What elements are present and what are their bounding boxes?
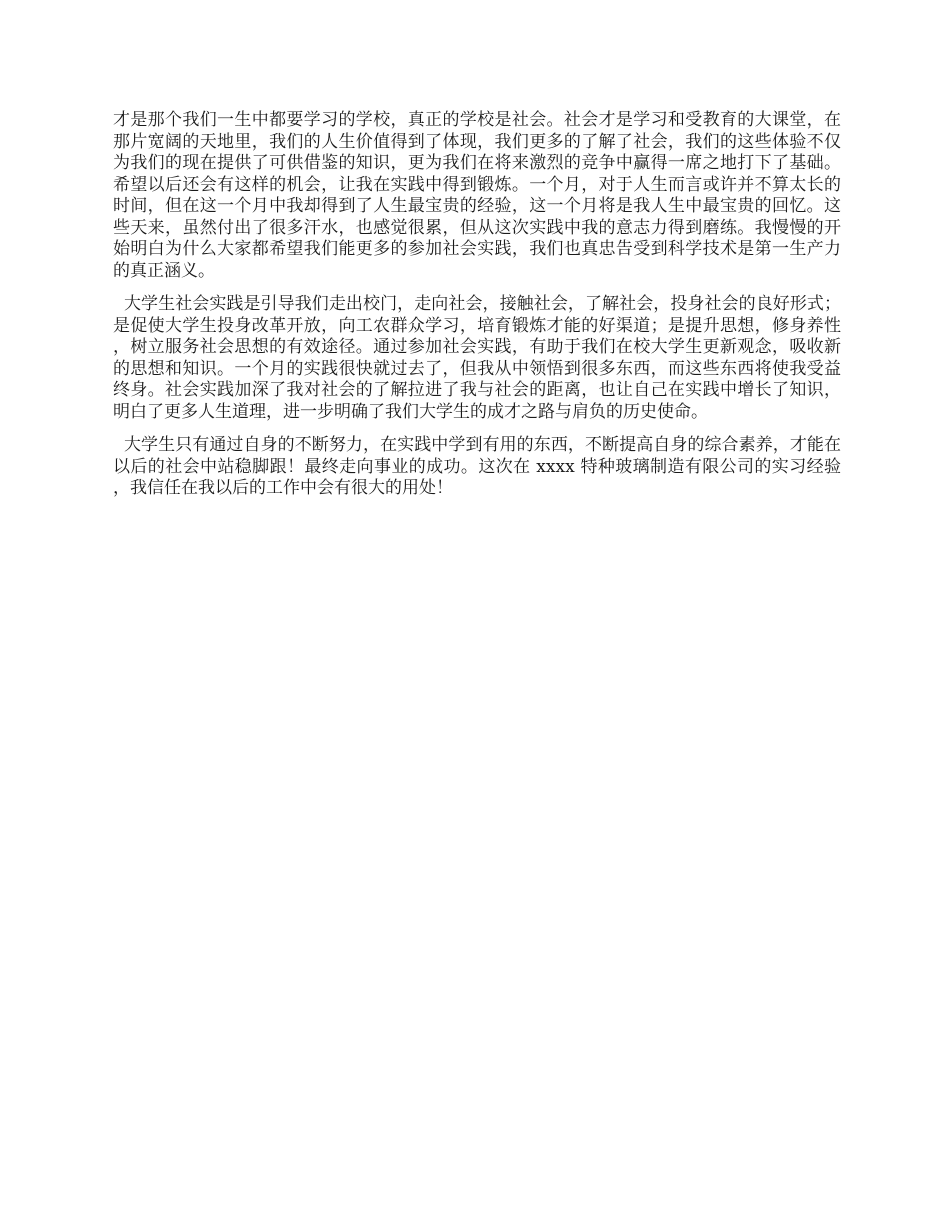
document-body (113, 110, 841, 500)
paragraph-2: 大学生社会实践是引导我们走出校门，走向社会，接触社会，了解社会，投身社会的良好形式；是促使大学生投身改革开放，向工农群众学习，培育锻炼才能的好渠道；是提升思想，修身养性，树立服务社会思想的有效途径。通过参加社会实践，有助于我们在校大学生更新观念，吸收新的思想和知识。一个月的实践很快就过去了，但我从中领悟到很多东西，而这些东西将使我受益终身。社会实践加深了我对社会的了解拉进了我与社会的距离，也让自己在实践中增长了知识，明白了更多人生道理，进一步明确了我们大学生的成才之路与肩负的历史使命。 (113, 294, 842, 422)
paragraph-3: 大学生只有通过自身的不断努力，在实践中学到有用的东西，不断提高自身的综合素养，才能在以后的社会中站稳脚跟！最终走向事业的成功。这次在 xxxx 特种玻璃制造有限公司的实习经验，我信任在我以后的工作中会有很大的用处！ (113, 435, 842, 498)
paragraph-1: 才是那个我们一生中都要学习的学校，真正的学校是社会。社会才是学习和受教育的大课堂，在那片宽阔的天地里，我们的人生价值得到了体现，我们更多的了解了社会，我们的这些体验不仅为我们的现在提供了可供借鉴的知识，更为我们在将来激烈的竞争中赢得一席之地打下了基础。希望以后还会有这样的机会，让我在实践中得到锻炼。一个月，对于人生而言或许并不算太长的时间，但在这一个月中我却得到了人生最宝贵的经验，这一个月将是我人生中最宝贵的回忆。这些天来，虽然付出了很多汗水，也感觉很累，但从这次实践中我的意志力得到磨练。我慢慢的开始明白为什么大家都希望我们能更多的参加社会实践，我们也真忠告受到科学技术是第一生产力的真正涵义。 (113, 110, 841, 281)
